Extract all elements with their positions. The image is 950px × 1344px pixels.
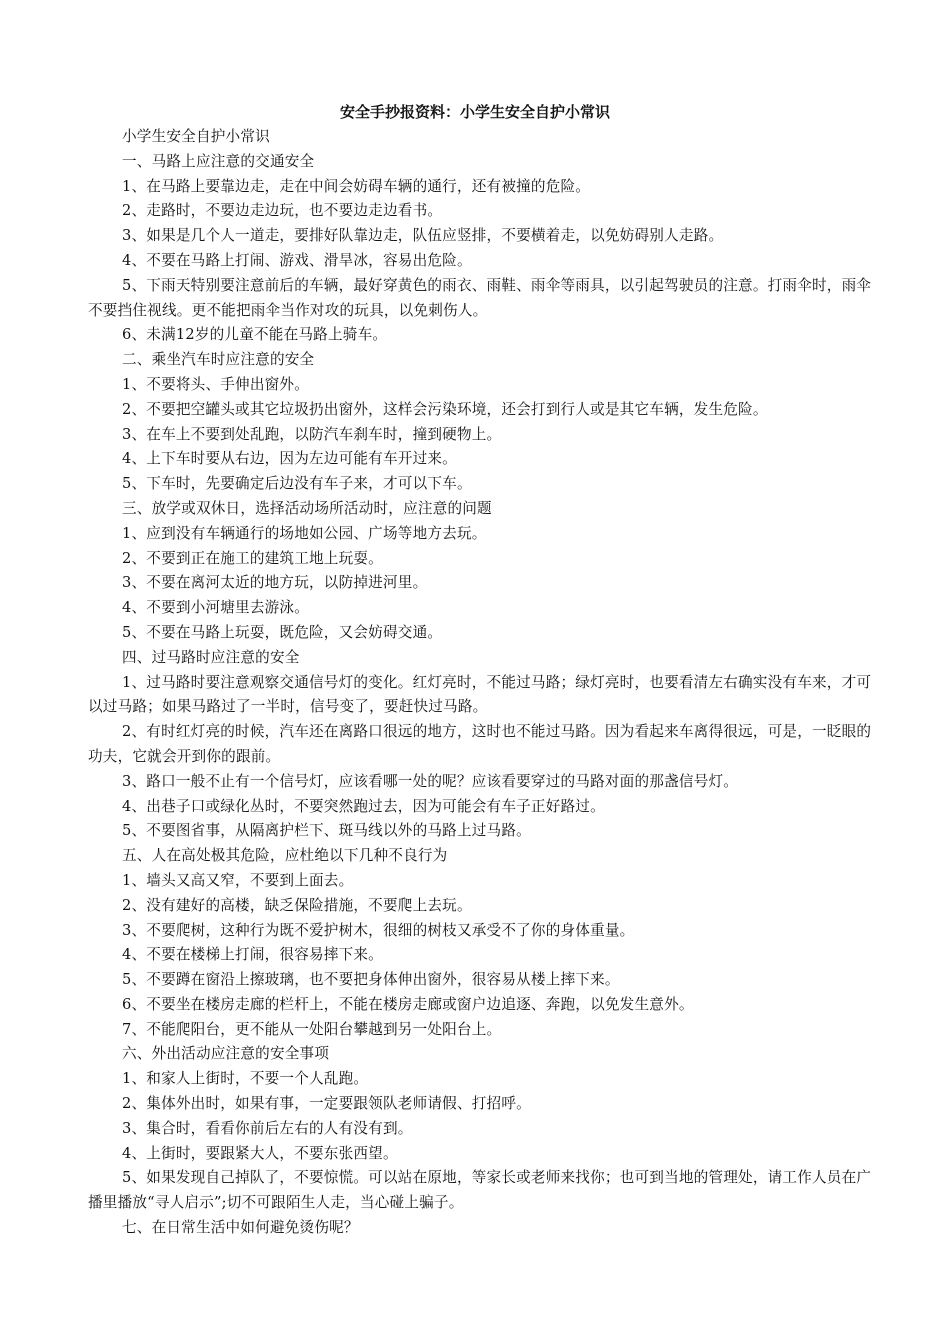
section-heading: 三、放学或双休日，选择活动场所活动时，应注意的问题	[122, 499, 492, 517]
paragraph: 2、不要把空罐头或其它垃圾扔出窗外，这样会污染环境，还会打到行人或是其它车辆，发生危险。	[122, 400, 768, 418]
paragraph: 小学生安全自护小常识	[122, 128, 270, 145]
document-body	[88, 125, 873, 1241]
paragraph: 1、应到没有车辆通行的场地如公园、广场等地方去玩。	[122, 524, 487, 542]
paragraph: 4、不要在马路上打闹、游戏、滑旱冰，容易出危险。	[122, 251, 472, 269]
paragraph: 4、不要在楼梯上打闹，很容易摔下来。	[122, 946, 383, 964]
paragraph: 5、如果发现自己掉队了，不要惊慌。可以站在原地，等家长或老师来找你；也可到当地的管理处，请工作人员在广播里播放“寻人启示”;切不可跟陌生人走，当心碰上骗子。	[88, 1169, 872, 1212]
section-heading: 六、外出活动应注意的安全事项	[122, 1045, 330, 1063]
paragraph: 3、在车上不要到处乱跑，以防汽车刹车时，撞到硬物上。	[122, 425, 502, 443]
paragraph: 6、不要坐在楼房走廊的栏杆上，不能在楼房走廊或窗户边追逐、奔跑，以免发生意外。	[122, 995, 694, 1013]
paragraph: 1、墙头又高又窄，不要到上面去。	[122, 871, 354, 889]
paragraph: 6、未满12岁的儿童不能在马路上骑车。	[122, 326, 388, 344]
paragraph: 4、出巷子口或绿化丛时，不要突然跑过去，因为可能会有车子正好路过。	[122, 797, 605, 815]
paragraph: 5、不要图省事，从隔离护栏下、斑马线以外的马路上过马路。	[122, 822, 531, 840]
paragraph: 2、有时红灯亮的时候，汽车还在离路口很远的地方，这时也不能过马路。因为看起来车离得很远，可是，一眨眼的功夫，它就会开到你的跟前。	[88, 723, 872, 765]
paragraph: 3、不要在离河太近的地方玩，以防掉进河里。	[122, 574, 428, 592]
paragraph: 5、不要在马路上玩耍，既危险，又会妨碍交通。	[122, 623, 443, 641]
paragraph: 2、不要到正在施工的建筑工地上玩耍。	[122, 549, 383, 567]
section-heading: 一、马路上应注意的交通安全	[122, 152, 315, 170]
paragraph: 5、下车时，先要确定后边没有车子来，才可以下车。	[122, 475, 472, 493]
paragraph: 4、上街时，要跟紧大人，不要东张西望。	[122, 1144, 398, 1162]
document-title: 安全手抄报资料：小学生安全自护小常识	[339, 103, 610, 121]
section-heading: 七、在日常生活中如何避免烫伤呢？	[122, 1219, 359, 1237]
paragraph: 1、和家人上街时，不要一个人乱跑。	[122, 1070, 369, 1088]
paragraph: 2、走路时，不要边走边玩，也不要边走边看书。	[122, 202, 443, 220]
paragraph: 3、集合时，看看你前后左右的人有没有到。	[122, 1119, 413, 1137]
paragraph: 1、在马路上要靠边走，走在中间会妨碍车辆的通行，还有被撞的危险。	[122, 177, 591, 195]
section-heading: 二、乘坐汽车时应注意的安全	[122, 351, 315, 369]
section-heading: 四、过马路时应注意的安全	[122, 648, 300, 666]
section-heading: 五、人在高处极其危险，应杜绝以下几种不良行为	[122, 847, 448, 865]
paragraph: 5、下雨天特别要注意前后的车辆，最好穿黄色的雨衣、雨鞋、雨伞等雨具，以引起驾驶员的注意。打雨伞时，雨伞不要挡住视线。更不能把雨伞当作对攻的玩具，以免刺伤人。	[88, 276, 872, 319]
paragraph: 2、没有建好的高楼，缺乏保险措施，不要爬上去玩。	[122, 896, 472, 914]
paragraph: 4、不要到小河塘里去游泳。	[122, 599, 310, 617]
paragraph: 4、上下车时要从右边，因为左边可能有车开过来。	[122, 450, 457, 468]
paragraph: 7、不能爬阳台，更不能从一处阳台攀越到另一处阳台上。	[122, 1020, 502, 1038]
paragraph: 3、路口一般不止有一个信号灯，应该看哪一处的呢？应该看要穿过的马路对面的那盏信号灯。	[122, 772, 739, 790]
paragraph: 3、不要爬树，这种行为既不爱护树木，很细的树枝又承受不了你的身体重量。	[122, 921, 635, 939]
paragraph: 1、过马路时要注意观察交通信号灯的变化。红灯亮时，不能过马路；绿灯亮时，也要看清左右确实没有车来，才可以过马路；如果马路过了一半时，信号变了，要赶快过马路。	[88, 673, 872, 716]
paragraph: 3、如果是几个人一道走，要排好队靠边走，队伍应竖排，不要横着走，以免妨碍别人走路。	[122, 227, 724, 245]
paragraph: 1、不要将头、手伸出窗外。	[122, 375, 310, 393]
paragraph: 2、集体外出时，如果有事，一定要跟领队老师请假、打招呼。	[122, 1095, 531, 1113]
paragraph: 5、不要蹲在窗沿上擦玻璃，也不要把身体伸出窗外，很容易从楼上摔下来。	[122, 971, 620, 989]
